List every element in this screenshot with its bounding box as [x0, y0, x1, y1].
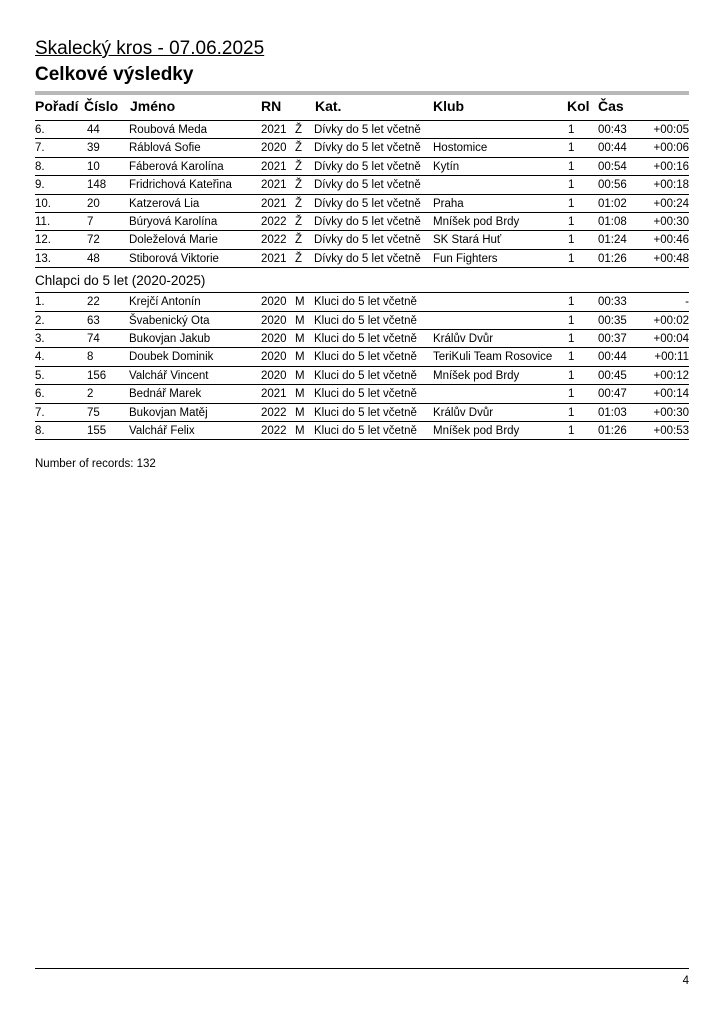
- cell-cislo: 63: [87, 314, 100, 327]
- cell-jmeno: Švabenický Ota: [129, 314, 210, 327]
- cell-poradi: 11.: [35, 215, 51, 228]
- cell-rn: 2021: [261, 124, 287, 136]
- cell-cislo: 20: [87, 197, 100, 210]
- cell-ztrata: +00:14: [653, 388, 689, 401]
- cell-jmeno: Katzerová Lia: [129, 197, 200, 210]
- cell-ztrata: +00:46: [653, 234, 689, 247]
- cell-cislo: 148: [87, 179, 107, 192]
- cell-kol: 1: [568, 406, 575, 419]
- cell-pohl: Ž: [295, 197, 303, 210]
- cell-jmeno: Ráblová Sofie: [129, 142, 201, 155]
- page-number: 4: [682, 975, 689, 987]
- cell-kat: Dívky do 5 let včetně: [314, 124, 421, 136]
- cell-poradi: 10.: [35, 197, 51, 210]
- cell-poradi: 13.: [35, 252, 51, 265]
- cell-jmeno: Stiborová Viktorie: [129, 252, 219, 265]
- cell-ztrata: +00:04: [653, 332, 689, 345]
- cell-ztrata: -: [685, 296, 689, 309]
- column-header-poradi: Pořadí: [35, 98, 79, 114]
- cell-klub: Králův Dvůr: [433, 332, 494, 345]
- cell-ztrata: +00:30: [653, 406, 689, 419]
- cell-ztrata: +00:12: [653, 369, 689, 382]
- cell-pohl: Ž: [295, 142, 303, 155]
- cell-poradi: 3.: [35, 332, 45, 345]
- cell-jmeno: Krejčí Antonín: [129, 296, 201, 309]
- table-row: [35, 348, 689, 366]
- column-header-cas: Čas: [598, 98, 624, 114]
- cell-rn: 2022: [261, 424, 287, 437]
- header-rule: [35, 91, 689, 95]
- table-row: [35, 213, 689, 231]
- cell-kat: Dívky do 5 let včetně: [314, 215, 421, 228]
- cell-kat: Kluci do 5 let včetně: [314, 351, 417, 364]
- cell-poradi: 12.: [35, 234, 51, 247]
- cell-cas: 00:43: [598, 124, 627, 136]
- cell-rn: 2021: [261, 160, 287, 173]
- cell-poradi: 8.: [35, 424, 45, 437]
- cell-pohl: M: [295, 314, 305, 327]
- table-row: [35, 312, 689, 330]
- cell-cislo: 22: [87, 296, 100, 309]
- column-header-cislo: Číslo: [84, 98, 119, 114]
- column-header-kol: Kol: [567, 98, 590, 114]
- cell-cas: 01:26: [598, 424, 627, 437]
- cell-poradi: 6.: [35, 124, 45, 136]
- cell-rn: 2020: [261, 351, 287, 364]
- cell-rn: 2020: [261, 332, 287, 345]
- cell-pohl: Ž: [295, 215, 303, 228]
- cell-kol: 1: [568, 314, 575, 327]
- table-row: [35, 404, 689, 422]
- column-header-rn: RN: [261, 98, 282, 114]
- cell-cas: 01:24: [598, 234, 627, 247]
- cell-klub: Králův Dvůr: [433, 406, 494, 419]
- column-header-klub: Klub: [433, 98, 465, 114]
- cell-ztrata: +00:11: [654, 351, 689, 364]
- cell-cislo: 155: [87, 424, 107, 437]
- footer-rule: [35, 968, 689, 969]
- cell-klub: TeriKuli Team Rosovice: [433, 351, 553, 364]
- cell-rn: 2022: [261, 234, 287, 247]
- cell-kol: 1: [568, 332, 575, 345]
- cell-cas: 00:54: [598, 160, 627, 173]
- cell-cislo: 2: [87, 388, 94, 401]
- column-header-jmeno: Jméno: [130, 98, 176, 114]
- cell-cas: 00:56: [598, 179, 627, 192]
- cell-kol: 1: [568, 388, 575, 401]
- cell-kol: 1: [568, 197, 575, 210]
- cell-pohl: M: [295, 406, 305, 419]
- cell-jmeno: Bednář Marek: [129, 388, 202, 401]
- cell-kol: 1: [568, 124, 575, 136]
- cell-klub: Praha: [433, 197, 464, 210]
- cell-ztrata: +00:18: [653, 179, 689, 192]
- table-row: [35, 139, 689, 157]
- table-row: [35, 195, 689, 213]
- cell-pohl: M: [295, 369, 305, 382]
- cell-kat: Kluci do 5 let včetně: [314, 296, 417, 309]
- cell-cislo: 7: [87, 215, 94, 228]
- cell-jmeno: Bukovjan Jakub: [129, 332, 211, 345]
- cell-poradi: 7.: [35, 142, 45, 155]
- cell-kol: 1: [568, 234, 575, 247]
- table-row: [35, 385, 689, 403]
- cell-ztrata: +00:53: [653, 424, 689, 437]
- cell-jmeno: Doleželová Marie: [129, 234, 218, 247]
- cell-rn: 2021: [261, 197, 287, 210]
- table-row: [35, 422, 689, 440]
- table-row: [35, 121, 689, 139]
- table-row: [35, 158, 689, 176]
- cell-cislo: 44: [87, 124, 100, 136]
- cell-rn: 2020: [261, 314, 287, 327]
- cell-kol: 1: [568, 142, 575, 155]
- cell-cislo: 8: [87, 351, 94, 364]
- cell-cislo: 39: [87, 142, 100, 155]
- table-row: [35, 176, 689, 194]
- cell-klub: Mníšek pod Brdy: [433, 369, 520, 382]
- results-table: [35, 293, 689, 440]
- cell-cislo: 156: [87, 369, 107, 382]
- cell-pohl: M: [295, 332, 305, 345]
- cell-jmeno: Fáberová Karolína: [129, 160, 224, 173]
- cell-klub: Fun Fighters: [433, 252, 498, 265]
- cell-pohl: M: [295, 296, 305, 309]
- cell-kat: Dívky do 5 let včetně: [314, 234, 421, 247]
- cell-kol: 1: [568, 215, 575, 228]
- cell-ztrata: +00:16: [653, 160, 689, 173]
- column-header-kat: Kat.: [315, 98, 342, 114]
- cell-poradi: 4.: [35, 351, 45, 364]
- table-row: [35, 330, 689, 348]
- cell-jmeno: Búryová Karolína: [129, 215, 218, 228]
- table-row: [35, 231, 689, 249]
- cell-rn: 2020: [261, 369, 287, 382]
- cell-pohl: Ž: [295, 252, 303, 265]
- cell-kat: Kluci do 5 let včetně: [314, 388, 417, 401]
- cell-cas: 00:35: [598, 314, 627, 327]
- cell-kol: 1: [568, 424, 575, 437]
- cell-kat: Kluci do 5 let včetně: [314, 406, 417, 419]
- cell-cas: 00:44: [598, 142, 627, 155]
- cell-kol: 1: [568, 351, 575, 364]
- cell-cas: 00:33: [598, 296, 627, 309]
- results-table: [35, 121, 689, 268]
- cell-kol: 1: [568, 179, 575, 192]
- cell-jmeno: Bukovjan Matěj: [129, 406, 208, 419]
- cell-rn: 2020: [261, 296, 287, 309]
- cell-jmeno: Fridrichová Kateřina: [129, 179, 232, 192]
- cell-poradi: 5.: [35, 369, 45, 382]
- cell-kat: Kluci do 5 let včetně: [314, 314, 417, 327]
- cell-jmeno: Doubek Dominik: [129, 351, 214, 364]
- cell-pohl: Ž: [295, 124, 303, 136]
- cell-ztrata: +00:06: [653, 142, 689, 155]
- cell-klub: Hostomice: [433, 142, 488, 155]
- cell-cislo: 10: [87, 160, 100, 173]
- cell-cas: 00:37: [598, 332, 627, 345]
- cell-ztrata: +00:24: [653, 197, 689, 210]
- cell-poradi: 7.: [35, 406, 45, 419]
- cell-kat: Dívky do 5 let včetně: [314, 160, 421, 173]
- cell-cislo: 74: [87, 332, 100, 345]
- cell-kat: Kluci do 5 let včetně: [314, 369, 417, 382]
- cell-pohl: M: [295, 351, 305, 364]
- cell-ztrata: +00:05: [653, 124, 689, 136]
- cell-kol: 1: [568, 160, 575, 173]
- table-header: [35, 98, 689, 120]
- cell-cas: 01:26: [598, 252, 627, 265]
- cell-kol: 1: [568, 296, 575, 309]
- cell-kat: Kluci do 5 let včetně: [314, 424, 417, 437]
- cell-kol: 1: [568, 252, 575, 265]
- cell-cislo: 48: [87, 252, 100, 265]
- cell-klub: SK Stará Huť: [433, 234, 502, 247]
- cell-poradi: 1.: [35, 296, 45, 309]
- cell-rn: 2020: [261, 142, 287, 155]
- cell-rn: 2022: [261, 406, 287, 419]
- cell-rn: 2021: [261, 388, 287, 401]
- page-title: Skalecký kros - 07.06.2025: [35, 38, 265, 59]
- cell-pohl: Ž: [295, 234, 303, 247]
- cell-klub: Kytín: [433, 160, 460, 173]
- cell-jmeno: Roubová Meda: [129, 124, 207, 136]
- cell-ztrata: +00:48: [653, 252, 689, 265]
- cell-poradi: 6.: [35, 388, 45, 401]
- cell-pohl: Ž: [295, 160, 303, 173]
- cell-klub: Mníšek pod Brdy: [433, 424, 520, 437]
- cell-cas: 01:03: [598, 406, 627, 419]
- cell-cislo: 72: [87, 234, 100, 247]
- cell-cas: 00:47: [598, 388, 627, 401]
- table-row: [35, 250, 689, 268]
- cell-jmeno: Valchář Vincent: [129, 369, 209, 382]
- cell-cas: 01:08: [598, 215, 627, 228]
- records-count: Number of records: 132: [35, 458, 156, 470]
- cell-pohl: M: [295, 388, 305, 401]
- cell-pohl: Ž: [295, 179, 303, 192]
- page-subtitle: Celkové výsledky: [35, 64, 194, 85]
- cell-rn: 2021: [261, 179, 287, 192]
- cell-kat: Dívky do 5 let včetně: [314, 197, 421, 210]
- cell-kat: Dívky do 5 let včetně: [314, 142, 421, 155]
- table-row: [35, 293, 689, 311]
- group-title: Chlapci do 5 let (2020-2025): [35, 273, 206, 289]
- cell-cislo: 75: [87, 406, 100, 419]
- cell-kat: Dívky do 5 let včetně: [314, 179, 421, 192]
- cell-ztrata: +00:02: [653, 314, 689, 327]
- cell-cas: 01:02: [598, 197, 627, 210]
- cell-klub: Mníšek pod Brdy: [433, 215, 520, 228]
- cell-rn: 2021: [261, 252, 287, 265]
- cell-kat: Kluci do 5 let včetně: [314, 332, 417, 345]
- cell-kat: Dívky do 5 let včetně: [314, 252, 421, 265]
- cell-poradi: 8.: [35, 160, 45, 173]
- cell-pohl: M: [295, 424, 305, 437]
- cell-rn: 2022: [261, 215, 287, 228]
- table-row: [35, 367, 689, 385]
- cell-ztrata: +00:30: [653, 215, 689, 228]
- cell-poradi: 9.: [35, 179, 45, 192]
- cell-cas: 00:44: [598, 351, 627, 364]
- cell-cas: 00:45: [598, 369, 627, 382]
- cell-kol: 1: [568, 369, 575, 382]
- cell-poradi: 2.: [35, 314, 45, 327]
- cell-jmeno: Valchář Felix: [129, 424, 195, 437]
